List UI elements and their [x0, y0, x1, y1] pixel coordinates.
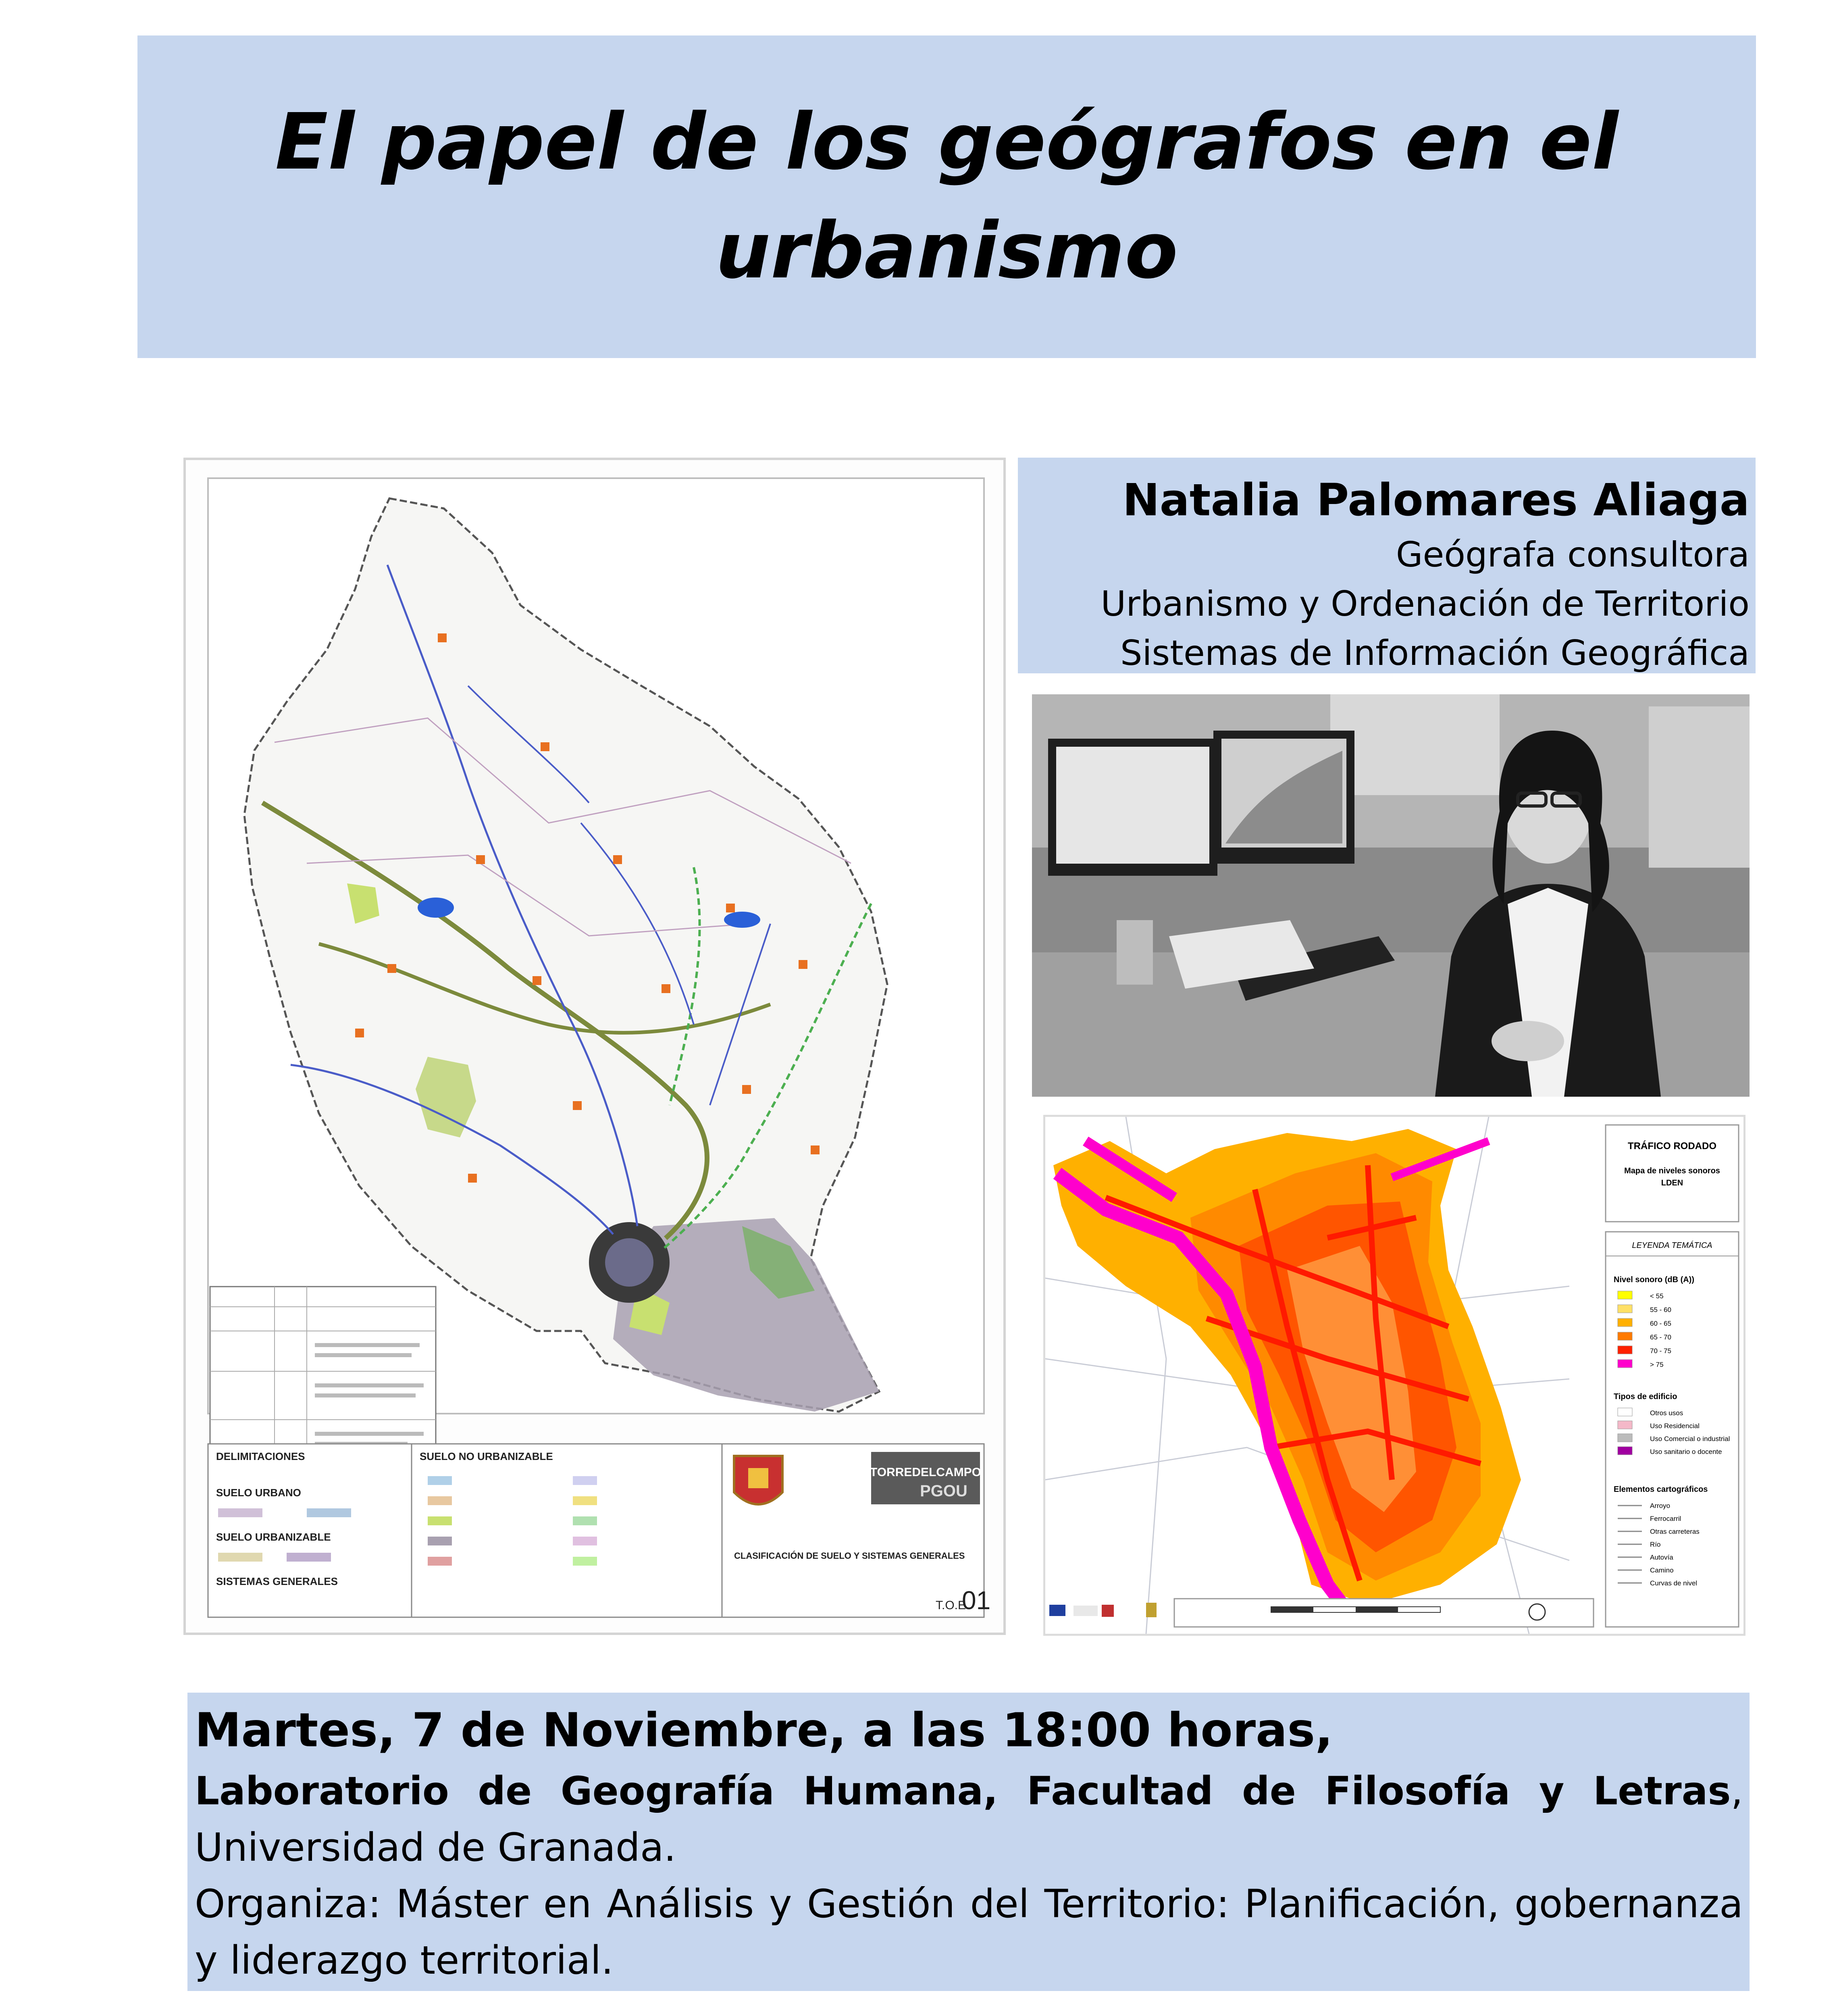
title-banner	[137, 35, 1756, 358]
map-element-0-label: Arroyo	[1650, 1502, 1671, 1510]
noise-level-1-label: 55 - 60	[1650, 1306, 1671, 1314]
pgou-sheet-number: 01	[962, 1586, 991, 1615]
noise-level-3-swatch	[1618, 1332, 1632, 1340]
noise-map-title: TRÁFICO RODADO	[1628, 1141, 1716, 1152]
building-type-0-label: Otros usos	[1650, 1409, 1683, 1417]
speaker-info	[1018, 458, 1756, 673]
page-title: El papel de los geógrafos en el urbanismo	[275, 97, 1619, 296]
speaker-role-2: Urbanismo y Ordenación de Territorio	[1101, 584, 1750, 624]
event-venue	[195, 1763, 1743, 1876]
noise-legend-title: LEYENDA TEMÁTICA	[1632, 1241, 1712, 1250]
building-type-3-swatch	[1618, 1447, 1632, 1455]
speaker-role-1: Geógrafa consultora	[1396, 535, 1750, 575]
map-element-3-label: Río	[1650, 1541, 1661, 1548]
event-venue-bold: Laboratorio de Geografía Humana, Facultad de Filosofía y Letras	[195, 1768, 1731, 1814]
noise-map-subtitle-2: LDEN	[1661, 1179, 1683, 1187]
building-types-title: Tipos de edificio	[1614, 1392, 1677, 1401]
legend-heading-suelo-no-urbanizable: SUELO NO URBANIZABLE	[420, 1450, 553, 1462]
legend-heading-sistemas-generales: SISTEMAS GENERALES	[216, 1575, 338, 1587]
building-type-2-label: Uso Comercial o industrial	[1650, 1435, 1730, 1443]
building-type-2-swatch	[1618, 1434, 1632, 1442]
noise-level-1-swatch	[1618, 1305, 1632, 1313]
noise-level-title: Nivel sonoro (dB (A))	[1614, 1275, 1694, 1284]
noise-level-2-label: 60 - 65	[1650, 1320, 1671, 1327]
event-details	[187, 1693, 1750, 1991]
noise-level-0-label: < 55	[1650, 1292, 1664, 1300]
legend-heading-delimitaciones: DELIMITACIONES	[216, 1450, 305, 1462]
noise-level-4-swatch	[1618, 1346, 1632, 1354]
noise-level-0-swatch	[1618, 1291, 1632, 1299]
speaker-role-3: Sistemas de Información Geográfica	[1120, 633, 1750, 673]
map-element-2-label: Otras carreteras	[1650, 1528, 1700, 1535]
event-organizer: Organiza: Máster en Análisis y Gestión del Territorio: Planificación, gobernanza y liderazgo territorial.	[195, 1881, 1743, 1983]
event-venue-rest: , Universidad de Granada.	[195, 1768, 1743, 1870]
noise-level-5-label: > 75	[1650, 1361, 1664, 1368]
building-type-0-swatch	[1618, 1408, 1632, 1416]
speaker-photo	[1032, 694, 1750, 1097]
map-element-5-label: Camino	[1650, 1566, 1674, 1574]
pgou-brand: TORREDELCAMPO	[870, 1466, 982, 1479]
photo-scene	[1032, 694, 1750, 1097]
map-element-6-label: Curvas de nivel	[1650, 1579, 1698, 1587]
speaker-name: Natalia Palomares Aliaga	[1122, 474, 1750, 526]
building-type-1-label: Uso Residencial	[1650, 1422, 1700, 1430]
building-type-1-swatch	[1618, 1421, 1632, 1429]
pgou-sheet-title: CLASIFICACIÓN DE SUELO Y SISTEMAS GENERALES	[734, 1551, 965, 1561]
legend-heading-suelo-urbano: SUELO URBANO	[216, 1487, 301, 1499]
noise-map-image	[1043, 1115, 1745, 1636]
map-elements-title: Elementos cartográficos	[1614, 1485, 1708, 1494]
noise-level-4-label: 70 - 75	[1650, 1347, 1671, 1355]
noise-level-2-swatch	[1618, 1318, 1632, 1327]
legend-heading-suelo-urbanizable: SUELO URBANIZABLE	[216, 1531, 331, 1543]
event-date: Martes, 7 de Noviembre, a las 18:00 horas,	[195, 1703, 1333, 1758]
noise-level-3-label: 65 - 70	[1650, 1333, 1671, 1341]
map-element-4-label: Autovía	[1650, 1554, 1673, 1561]
building-type-3-label: Uso sanitario o docente	[1650, 1448, 1722, 1456]
pgou-map-drawing	[186, 460, 1003, 1633]
pgou-brand-sub: PGOU	[920, 1482, 967, 1500]
map-element-1-label: Ferrocarril	[1650, 1515, 1681, 1522]
noise-level-5-swatch	[1618, 1360, 1632, 1368]
pgou-sheet-code: T.O.E.	[936, 1599, 969, 1612]
noise-map-drawing	[1045, 1117, 1743, 1634]
pgou-map-image	[183, 458, 1006, 1635]
noise-map-subtitle-1: Mapa de niveles sonoros	[1624, 1166, 1720, 1175]
